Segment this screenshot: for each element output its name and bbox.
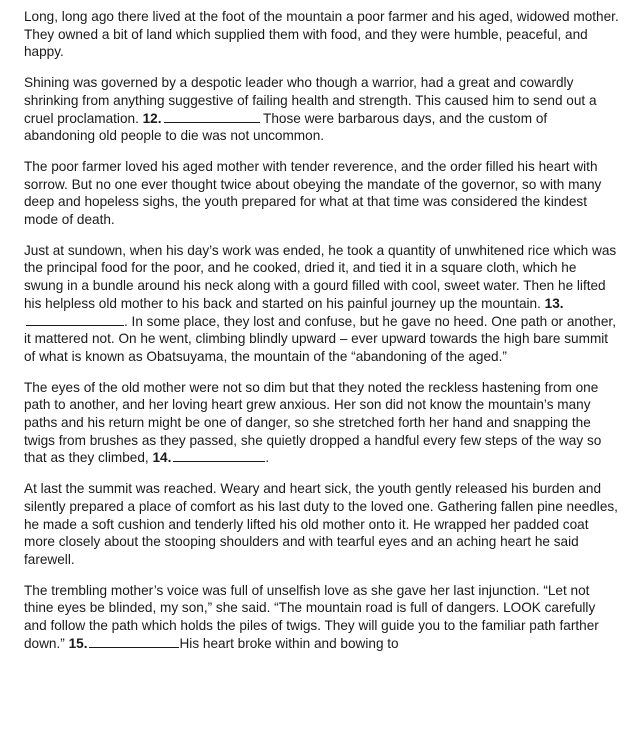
blank-15-number: 15. xyxy=(68,635,88,651)
paragraph-3 xyxy=(24,158,619,229)
blank-15-line[interactable] xyxy=(89,635,179,648)
paragraph-4-text-before: Just at sundown, when his day’s work was ended, he took a quantity of unwhitened rice which was the principal food for the poor, and he cooked, dried it, and tied it in a square cloth, which he swung in a bundle around his neck along with a gourd filled with cool, sweet water. Then he lifted his helpless old mother to his back and started on his painful journey up the mountain. xyxy=(24,242,617,311)
blank-13-number: 13. xyxy=(544,295,564,311)
paragraph-6 xyxy=(24,480,619,569)
paragraph-2-text-after: Those were barbarous days, and the custom of abandoning old people to die was not uncommon. xyxy=(24,110,548,144)
paragraph-2-text-before: Shining was governed by a despotic leader who though a warrior, had a great and cowardly shrinking from anything suggestive of failing health and strength. This caused him to send out a cruel proclamation. xyxy=(24,75,597,126)
paragraph-7-text-before: The trembling mother’s voice was full of unselfish love as she gave her last injunction. “Let not thine eyes be blinded, my son,” she said. “The mountain road is full of dangers. LOOK carefully and follow the path which holds the piles of twigs. They will guide you to the familiar path farther down.” xyxy=(24,582,599,651)
blank-14-number: 14. xyxy=(152,450,172,466)
paragraph-7-text-after: His heart broke within and bowing to xyxy=(179,635,399,651)
paragraph-6-text: At last the summit was reached. Weary and heart sick, the youth gently released his burden and silently prepared a place of comfort as his last duty to the loved one. Gathering fallen pine needles, he made a soft cushion and tenderly lifted his old mother onto it. He wrapped her padded coat more closely about the stooping shoulders and with tearful eyes and an aching heart he said farewell. xyxy=(24,481,618,567)
paragraph-3-text: The poor farmer loved his aged mother with tender reverence, and the order filled his heart with sorrow. But no one ever thought twice about obeying the mandate of the governor, so with many deep and hopeless sighs, the youth prepared for what at that time was considered the kindest mode of death. xyxy=(24,158,602,228)
paragraph-4 xyxy=(24,242,619,366)
paragraph-1 xyxy=(24,8,619,61)
paragraph-5-text-after: . xyxy=(265,450,270,466)
blank-13-line[interactable] xyxy=(26,313,124,326)
paragraph-4-text-after: . In some place, they lost and confuse, but he gave no heed. One path or another, it mattered not. On he went, climbing blindly upward – ever upward towards the high bare summit of what is known as Obatsuyama, the mountain of the “abandoning of the aged.” xyxy=(24,313,616,364)
blank-12-line[interactable] xyxy=(164,110,260,123)
blank-14-line[interactable] xyxy=(173,449,265,462)
blank-12-number: 12. xyxy=(142,110,162,126)
paragraph-5-text-before: The eyes of the old mother were not so dim but that they noted the reckless hastening from one path to another, and her loving heart grew anxious. Her son did not know the mountain’s many paths and his return might be one of danger, so she stretched forth her hand and snapping the twigs from brushes as they passed, she quietly dropped a handful every few steps of the way so that as they climbed, xyxy=(24,379,602,466)
paragraph-7 xyxy=(24,582,619,653)
paragraph-2 xyxy=(24,74,619,145)
paragraph-5 xyxy=(24,379,619,468)
paragraph-1-text: Long, long ago there lived at the foot of the mountain a poor farmer and his aged, widowed mother. They owned a bit of land which supplied them with food, and they were humble, peaceful, and happy. xyxy=(24,9,619,60)
